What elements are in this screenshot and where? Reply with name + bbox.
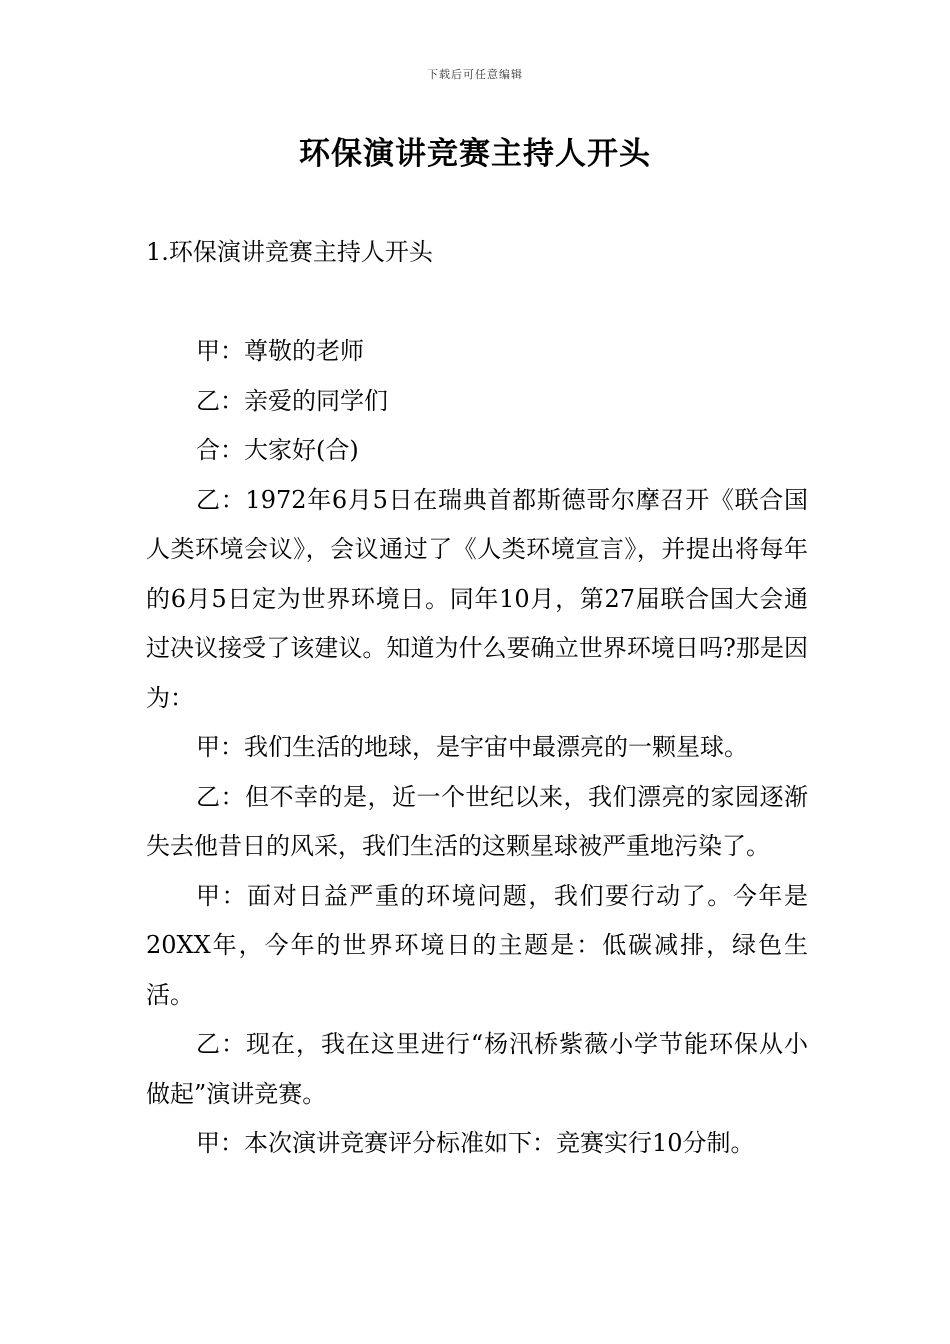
section-heading: 1.环保演讲竞赛主持人开头 [146,238,433,266]
paragraph-environment-day-history: 乙：1972年6月5日在瑞典首都斯德哥尔摩召开《联合国人类环境会议》，会议通过了《人类环境宣言》，并提出将每年的6月5日定为世界环境日。同年10月，第27届联合国大会通过决议接受了该建议。知道为什么要确立世界环境日吗?那是因为： [146,485,808,712]
paragraph-greeting-all: 合：大家好(合) [196,436,359,464]
paragraph-scoring: 甲：本次演讲竞赛评分标准如下：竞赛实行10分制。 [196,1129,755,1157]
page-header-note: 下载后可任意编辑 [427,68,523,81]
paragraph-greeting-teacher: 甲：尊敬的老师 [196,337,364,365]
paragraph-greeting-students: 乙：亲爱的同学们 [196,386,388,415]
document-body [146,327,808,1169]
document-title: 环保演讲竞赛主持人开头 [299,136,651,172]
paragraph-earth-polluted: 乙：但不幸的是，近一个世纪以来，我们漂亮的家园逐渐失去他昔日的风采，我们生活的这颗星球被严重地污染了。 [146,782,808,860]
paragraph-earth-beautiful: 甲：我们生活的地球，是宇宙中最漂亮的一颗星球。 [196,733,748,761]
paragraph-contest-intro: 乙：现在，我在这里进行“杨汛桥紫薇小学节能环保从小做起”演讲竞赛。 [146,1030,808,1108]
paragraph-theme: 甲：面对日益严重的环境问题，我们要行动了。今年是20XX年，今年的世界环境日的主题是：低碳减排，绿色生活。 [146,881,808,1009]
